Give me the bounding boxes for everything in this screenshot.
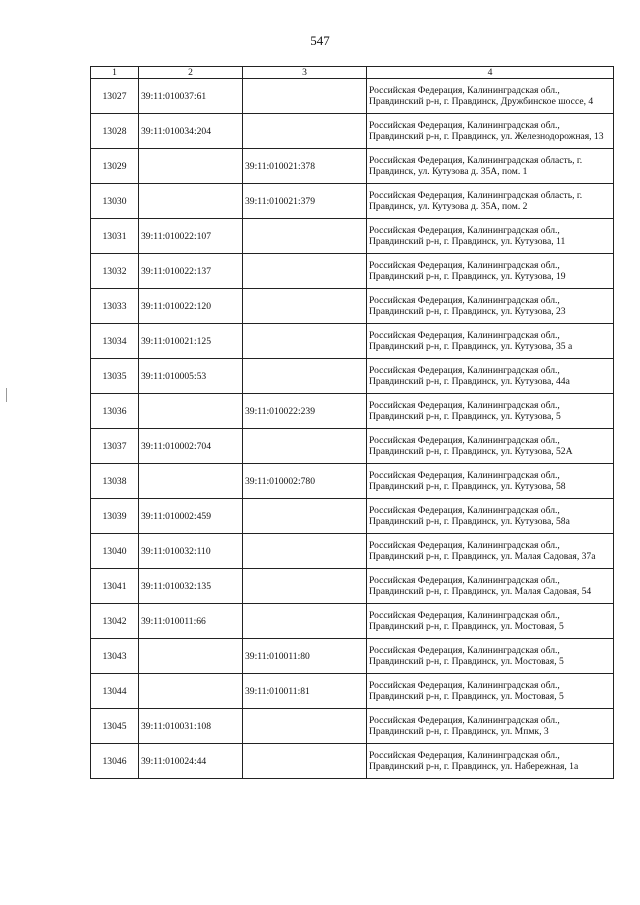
row-number-cell: 13036 [91, 394, 139, 429]
row-number-cell: 13037 [91, 429, 139, 464]
table-row [91, 254, 614, 289]
table-row [91, 429, 614, 464]
address-cell: Российская Федерация, Калининградская обл., Правдинский р-н, г. Правдинск, ул. Мостовая, 5 [367, 674, 614, 709]
table-row [91, 114, 614, 149]
table-row [91, 744, 614, 779]
address-cell: Российская Федерация, Калининградская обл., Правдинский р-н, г. Правдинск, Дружбинское шоссе, 4 [367, 79, 614, 114]
cadastral-number-cell [139, 394, 243, 429]
cadastral-number-cell [243, 499, 367, 534]
cadastral-number-cell: 39:11:010011:80 [243, 639, 367, 674]
cadastral-number-cell [243, 569, 367, 604]
cadastral-number-cell: 39:11:010032:110 [139, 534, 243, 569]
table-row [91, 534, 614, 569]
address-cell: Российская Федерация, Калининградская область, г. Правдинск, ул. Кутузова д. 35А, пом. 2 [367, 184, 614, 219]
row-number-cell: 13029 [91, 149, 139, 184]
row-number-cell: 13039 [91, 499, 139, 534]
cadastral-number-cell: 39:11:010022:120 [139, 289, 243, 324]
address-cell: Российская Федерация, Калининградская обл., Правдинский р-н, г. Правдинск, ул. Мостовая, 5 [367, 639, 614, 674]
cadastral-number-cell [243, 429, 367, 464]
page-number: 547 [310, 33, 330, 48]
address-cell: Российская Федерация, Калининградская обл., Правдинский р-н, г. Правдинск, ул. Кутузова, 23 [367, 289, 614, 324]
address-cell: Российская Федерация, Калининградская обл., Правдинский р-н, г. Правдинск, ул. Кутузова, 19 [367, 254, 614, 289]
row-number-cell: 13031 [91, 219, 139, 254]
cadastral-number-cell: 39:11:010011:66 [139, 604, 243, 639]
row-number-cell: 13038 [91, 464, 139, 499]
table-header-row [91, 67, 614, 79]
row-number-cell: 13027 [91, 79, 139, 114]
cadastral-number-cell: 39:11:010002:459 [139, 499, 243, 534]
cadastral-number-cell: 39:11:010021:379 [243, 184, 367, 219]
cadastral-number-cell: 39:11:010022:239 [243, 394, 367, 429]
table-row [91, 569, 614, 604]
cadastral-number-cell [243, 324, 367, 359]
row-number-cell: 13035 [91, 359, 139, 394]
row-number-cell: 13030 [91, 184, 139, 219]
cadastral-number-cell: 39:11:010005:53 [139, 359, 243, 394]
row-number-cell: 13034 [91, 324, 139, 359]
table-row [91, 464, 614, 499]
table-row [91, 79, 614, 114]
table-row [91, 359, 614, 394]
address-cell: Российская Федерация, Калининградская обл., Правдинский р-н, г. Правдинск, ул. Кутузова, 58 [367, 464, 614, 499]
cadastral-number-cell: 39:11:010034:204 [139, 114, 243, 149]
row-number-cell: 13032 [91, 254, 139, 289]
cadastral-number-cell [243, 604, 367, 639]
table-row [91, 394, 614, 429]
cadastral-number-cell [243, 534, 367, 569]
cadastral-number-cell: 39:11:010037:61 [139, 79, 243, 114]
cadastral-number-cell: 39:11:010002:704 [139, 429, 243, 464]
cadastral-number-cell [139, 674, 243, 709]
margin-mark [6, 388, 7, 402]
cadastral-number-cell: 39:11:010022:107 [139, 219, 243, 254]
row-number-cell: 13033 [91, 289, 139, 324]
table-row [91, 499, 614, 534]
cadastral-number-cell: 39:11:010022:137 [139, 254, 243, 289]
row-number-cell: 13042 [91, 604, 139, 639]
cadastral-number-cell [243, 709, 367, 744]
address-cell: Российская Федерация, Калининградская обл., Правдинский р-н, г. Правдинск, ул. Кутузова, 35 а [367, 324, 614, 359]
cadastral-number-cell [243, 359, 367, 394]
row-number-cell: 13043 [91, 639, 139, 674]
table-row [91, 219, 614, 254]
row-number-cell: 13046 [91, 744, 139, 779]
cadastral-number-cell: 39:11:010024:44 [139, 744, 243, 779]
row-number-cell: 13045 [91, 709, 139, 744]
row-number-cell: 13028 [91, 114, 139, 149]
table-row [91, 604, 614, 639]
cadastral-number-cell [243, 744, 367, 779]
address-cell: Российская Федерация, Калининградская обл., Правдинский р-н, г. Правдинск, ул. Кутузова, 5 [367, 394, 614, 429]
cadastral-number-cell [243, 254, 367, 289]
cadastral-number-cell: 39:11:010032:135 [139, 569, 243, 604]
cadastral-number-cell [139, 184, 243, 219]
table-row [91, 674, 614, 709]
column-header-2: 2 [139, 67, 243, 79]
table-row [91, 289, 614, 324]
cadastral-number-cell [243, 79, 367, 114]
row-number-cell: 13040 [91, 534, 139, 569]
address-cell: Российская Федерация, Калининградская обл., Правдинский р-н, г. Правдинск, ул. Малая Садовая, 37а [367, 534, 614, 569]
cadastral-number-cell [243, 289, 367, 324]
address-cell: Российская Федерация, Калининградская обл., Правдинский р-н, г. Правдинск, ул. Малая Садовая, 54 [367, 569, 614, 604]
cadastral-number-cell [243, 219, 367, 254]
cadastral-number-cell: 39:11:010011:81 [243, 674, 367, 709]
address-cell: Российская Федерация, Калининградская обл., Правдинский р-н, г. Правдинск, ул. Кутузова, 44а [367, 359, 614, 394]
column-header-1: 1 [91, 67, 139, 79]
address-cell: Российская Федерация, Калининградская область, г. Правдинск, ул. Кутузова д. 35А, пом. 1 [367, 149, 614, 184]
table-body [91, 79, 614, 779]
address-cell: Российская Федерация, Калининградская обл., Правдинский р-н, г. Правдинск, ул. Кутузова, 11 [367, 219, 614, 254]
table-row [91, 709, 614, 744]
cadastral-number-cell: 39:11:010002:780 [243, 464, 367, 499]
table-row [91, 184, 614, 219]
table-row [91, 149, 614, 184]
cadastral-number-cell: 39:11:010021:378 [243, 149, 367, 184]
row-number-cell: 13044 [91, 674, 139, 709]
cadastral-number-cell: 39:11:010031:108 [139, 709, 243, 744]
column-header-3: 3 [243, 67, 367, 79]
table-row [91, 639, 614, 674]
cadastral-number-cell [139, 149, 243, 184]
address-cell: Российская Федерация, Калининградская обл., Правдинский р-н, г. Правдинск, ул. Кутузова, 52А [367, 429, 614, 464]
cadastral-number-cell: 39:11:010021:125 [139, 324, 243, 359]
address-cell: Российская Федерация, Калининградская обл., Правдинский р-н, г. Правдинск, ул. Кутузова, 58а [367, 499, 614, 534]
registry-table [90, 66, 614, 779]
address-cell: Российская Федерация, Калининградская обл., Правдинский р-н, г. Правдинск, ул. Мостовая, 5 [367, 604, 614, 639]
address-cell: Российская Федерация, Калининградская обл., Правдинский р-н, г. Правдинск, ул. Мпмк, 3 [367, 709, 614, 744]
address-cell: Российская Федерация, Калининградская обл., Правдинский р-н, г. Правдинск, ул. Железнодорожная, 13 [367, 114, 614, 149]
row-number-cell: 13041 [91, 569, 139, 604]
cadastral-number-cell [139, 639, 243, 674]
address-cell: Российская Федерация, Калининградская обл., Правдинский р-н, г. Правдинск, ул. Набережная, 1а [367, 744, 614, 779]
cadastral-number-cell [139, 464, 243, 499]
cadastral-number-cell [243, 114, 367, 149]
table-row [91, 324, 614, 359]
column-header-4: 4 [367, 67, 614, 79]
